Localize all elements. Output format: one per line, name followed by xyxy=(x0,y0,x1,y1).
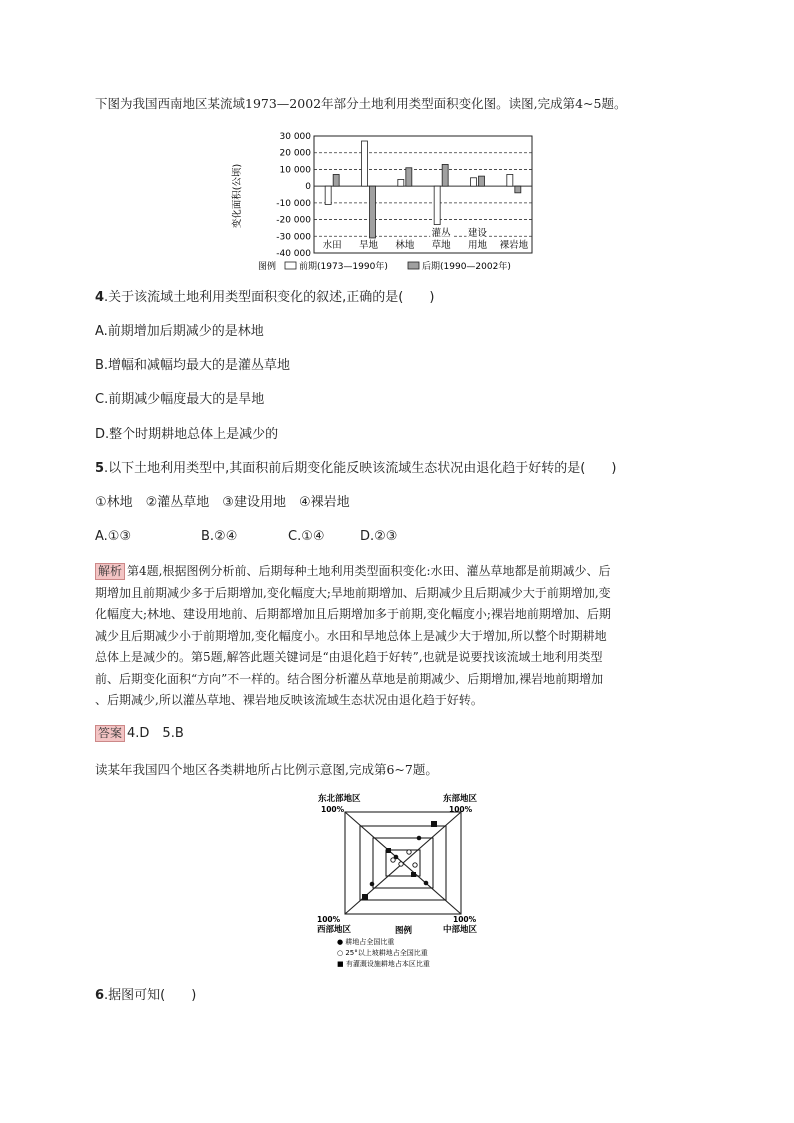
category-label-4: 用地 xyxy=(467,240,488,251)
legend-swatch-early xyxy=(285,262,296,269)
q5-items: ①林地 ②灌丛草地 ③建设用地 ④裸岩地 xyxy=(95,495,350,510)
legend-irrigation: ■ 有灌溉设施耕地占本区比重 xyxy=(337,960,430,968)
q5-choice-c: C.①④ xyxy=(288,529,325,544)
marker-central-slope xyxy=(413,863,417,867)
q4-option-c: C.前期减少幅度最大的是旱地 xyxy=(95,392,265,407)
question-5 xyxy=(95,459,616,479)
chart-legend-title: 图例 xyxy=(258,262,277,272)
question-6 xyxy=(95,986,196,1006)
answer-tag: 答案 xyxy=(95,725,125,742)
y-tick-label: -10 000 xyxy=(276,198,311,209)
bar-late-1 xyxy=(370,186,376,238)
category-label-2: 林地 xyxy=(395,240,415,251)
corner-west: 西部地区 xyxy=(317,925,352,935)
q4-option-b: B.增幅和减幅均最大的是灌丛草地 xyxy=(95,358,291,373)
question-6-number: 6 xyxy=(95,988,105,1003)
bar-early-1 xyxy=(362,141,368,186)
analysis-line-3: 化幅度大;林地、建设用地前、后期都增加且后期增加多于前期,变化幅度小;裸岩地前期增加、后期 xyxy=(95,607,611,621)
bar-early-5 xyxy=(507,174,513,186)
answer-text: 4.D 5.B xyxy=(127,726,184,741)
marker-central-irrigation xyxy=(411,872,416,877)
marker-east-farmland xyxy=(417,836,422,841)
marker-east-irrigation xyxy=(431,821,437,827)
question-6-stem: .据图可知( ) xyxy=(104,988,197,1003)
intro-text-2: 读某年我国四个地区各类耕地所占比例示意图,完成第6~7题。 xyxy=(95,762,438,777)
y-tick-label: -30 000 xyxy=(276,232,311,243)
y-tick-label: -20 000 xyxy=(276,215,311,226)
marker-central-farmland xyxy=(424,881,429,886)
y-tick-label: -40 000 xyxy=(276,249,311,259)
corner-northeast: 东北部地区 xyxy=(318,794,361,804)
q4-option-a: A.前期增加后期减少的是林地 xyxy=(95,324,264,339)
marker-east-slope xyxy=(407,850,411,854)
analysis-line-5: 总体上是减少的。第5题,解答此题关键词是“由退化趋于好转”,也就是说要找该流域土地利用类型 xyxy=(95,650,603,664)
bar-early-0 xyxy=(325,186,331,204)
pct-west: 100% xyxy=(317,915,341,924)
legend-late: 后期(1990—2002年) xyxy=(422,262,511,272)
diagram-legend-title: 图例 xyxy=(395,926,413,936)
category-label-1: 旱地 xyxy=(358,240,379,251)
y-tick-label: 10 000 xyxy=(279,165,311,176)
analysis-line-6: 前、后期变化面积“方向”不一样的。结合图分析灌丛草地是前期减少、后期增加,裸岩地前期增加 xyxy=(95,671,604,686)
pct-central: 100% xyxy=(453,915,477,924)
analysis-line-1: 第4题,根据图例分析前、后期每种土地利用类型面积变化:水田、灌丛草地都是前期减少、后 xyxy=(127,564,611,578)
answer-line xyxy=(95,724,184,744)
bar-late-5 xyxy=(515,186,521,193)
intro-text-1: 下图为我国西南地区某流域1973—2002年部分土地利用类型面积变化图。读图,完成第4~5题。 xyxy=(95,96,627,111)
q5-choices xyxy=(95,527,397,547)
plot-frame xyxy=(314,136,532,253)
bar-early-3 xyxy=(434,186,440,224)
pct-northeast: 100% xyxy=(321,805,345,814)
question-5-number: 5 xyxy=(95,461,105,476)
legend-farmland: ● 耕地占全国比重 xyxy=(337,938,395,946)
q5-choice-b: B.②④ xyxy=(201,529,238,544)
land-use-change-chart xyxy=(230,128,560,278)
question-4-number: 4 xyxy=(95,290,105,305)
analysis-line-7: 、后期减少,所以灌丛草地、裸岩地反映该流域生态状况由退化趋于好转。 xyxy=(95,693,483,707)
marker-west-farmland xyxy=(370,882,375,887)
category-label-3: 草地 xyxy=(431,240,451,251)
analysis-line-4: 减少且后期减少小于前期增加,变化幅度小。水田和旱地总体上是减少大于增加,所以整个时期耕地 xyxy=(95,628,607,643)
category-label-5: 裸岩地 xyxy=(499,240,529,251)
legend-swatch-late xyxy=(408,262,419,269)
marker-northeast-irrigation xyxy=(386,848,391,853)
bar-early-2 xyxy=(398,179,404,186)
y-tick-label: 20 000 xyxy=(279,148,311,159)
bar-late-2 xyxy=(406,168,412,186)
legend-early: 前期(1973—1990年) xyxy=(299,262,388,272)
bar-late-3 xyxy=(442,164,448,186)
marker-northeast-slope xyxy=(391,858,395,862)
question-4 xyxy=(95,288,434,308)
bar-early-4 xyxy=(471,178,477,186)
analysis-block xyxy=(95,561,695,712)
corner-central: 中部地区 xyxy=(443,925,478,935)
farmland-ratio-diagram xyxy=(305,786,505,976)
q4-option-d: D.整个时期耕地总体上是减少的 xyxy=(95,427,279,442)
q5-choice-a: A.①③ xyxy=(95,529,132,544)
y-tick-label: 30 000 xyxy=(279,132,311,142)
q5-choice-d: D.②③ xyxy=(360,529,398,544)
analysis-tag: 解析 xyxy=(95,563,125,580)
analysis-line-2: 期增加且前期减少多于后期增加,变化幅度大;旱地前期增加、后期减少且后期减少大于前期增加,变 xyxy=(95,585,611,600)
bar-late-4 xyxy=(479,176,485,186)
category-label-3: 灌丛 xyxy=(431,228,451,239)
pct-east: 100% xyxy=(449,805,473,814)
bar-late-0 xyxy=(333,174,339,186)
y-axis-label: 变化面积(公顷) xyxy=(232,163,243,229)
category-label-0: 水田 xyxy=(322,240,342,251)
y-tick-label: 0 xyxy=(305,182,311,193)
marker-west-irrigation xyxy=(362,894,368,900)
legend-slope: ○ 25°以上坡耕地占全国比重 xyxy=(337,949,428,957)
marker-west-slope xyxy=(399,862,403,866)
category-label-4: 建设 xyxy=(467,228,488,239)
question-5-stem: .以下土地利用类型中,其面积前后期变化能反映该流域生态状况由退化趋于好转的是( ) xyxy=(104,461,617,476)
question-4-stem: .关于该流域土地利用类型面积变化的叙述,正确的是( ) xyxy=(104,290,435,305)
corner-east: 东部地区 xyxy=(443,794,478,804)
